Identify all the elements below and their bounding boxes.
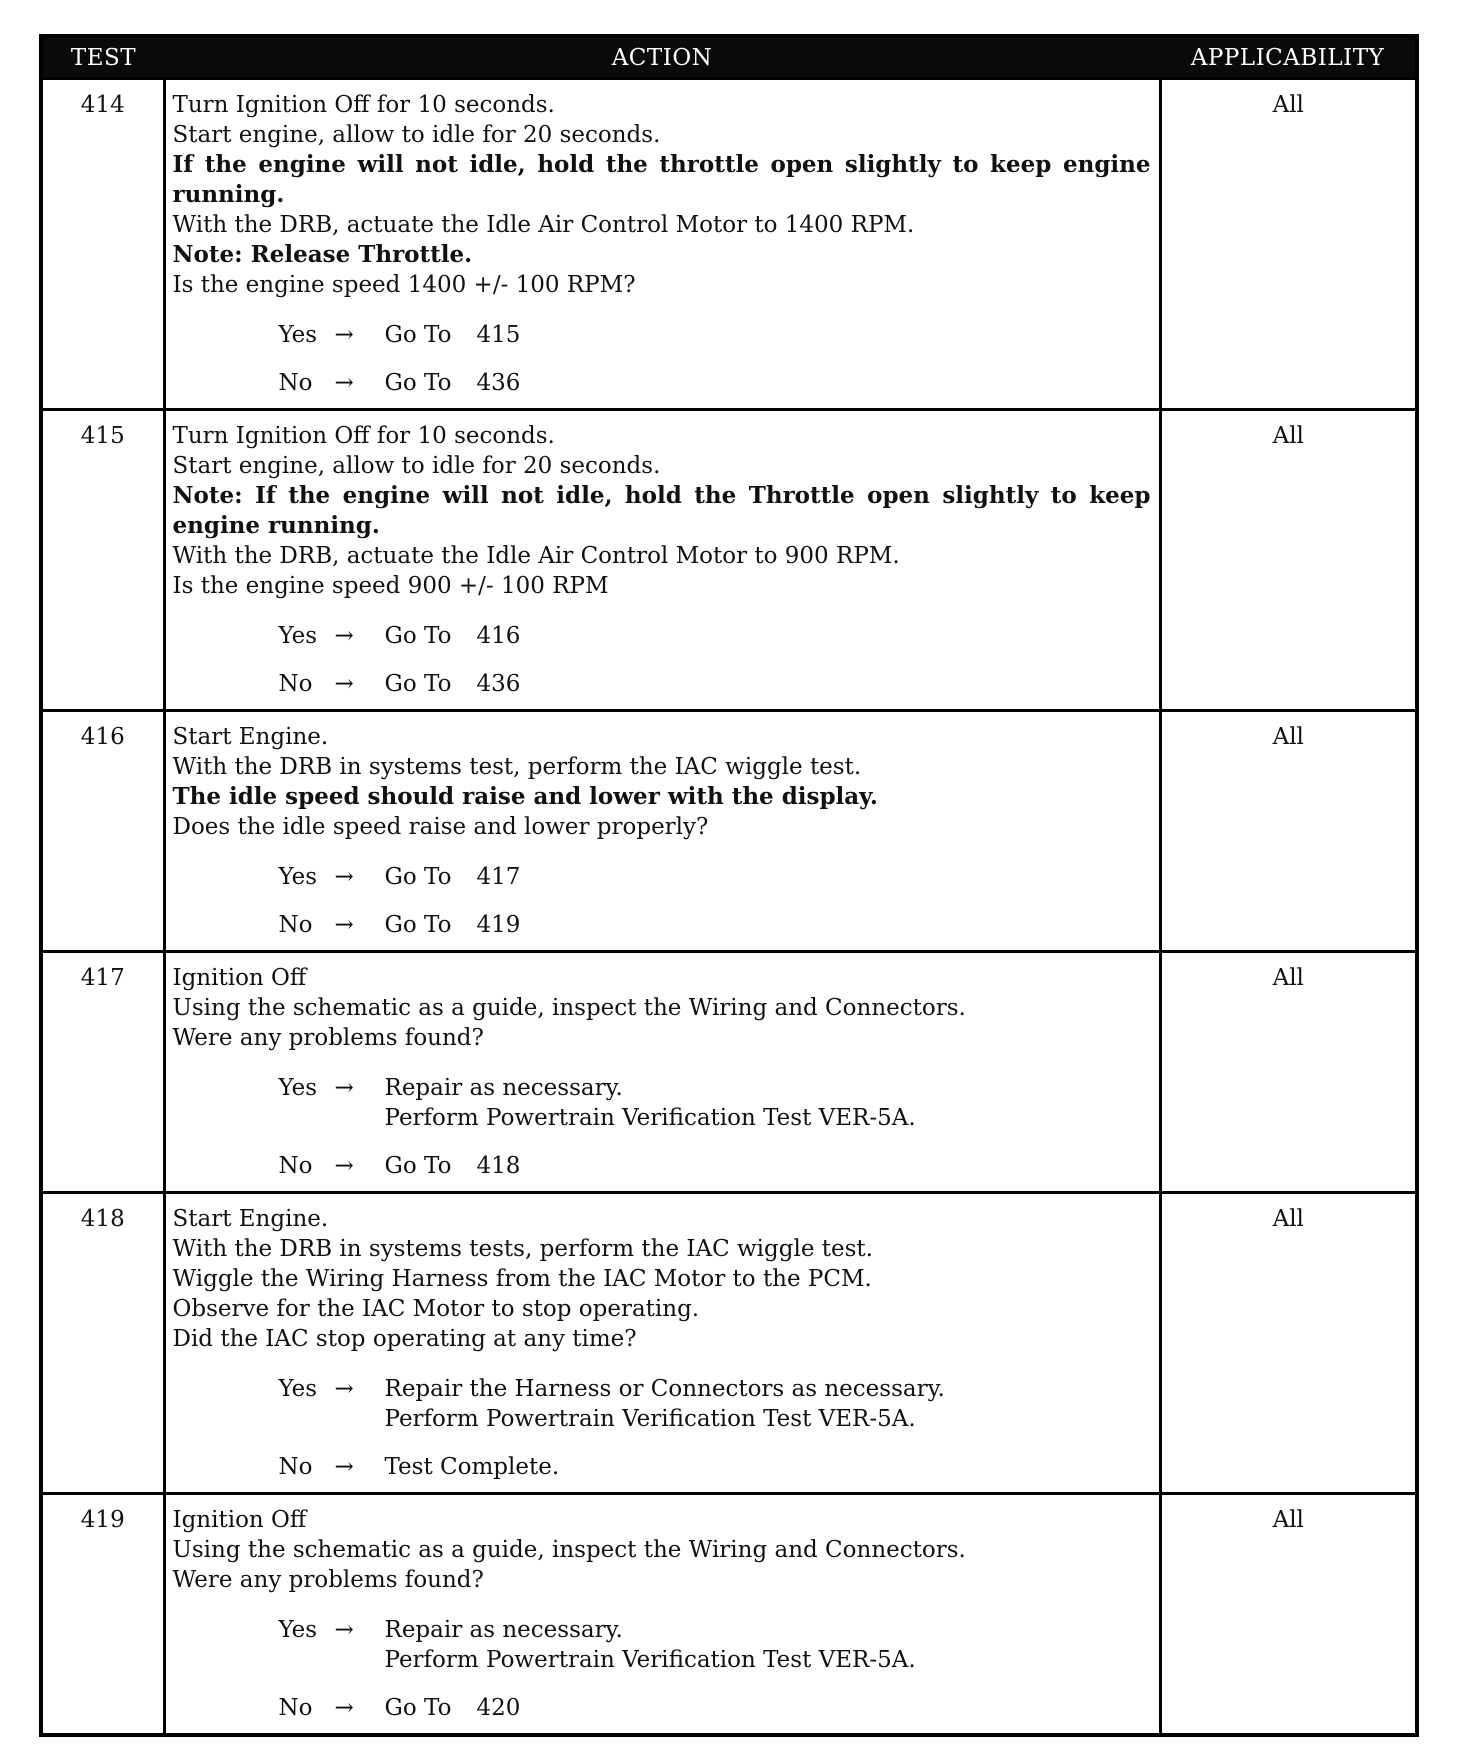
- action-cell: [164, 1494, 1160, 1734]
- action-line: Start Engine.: [172, 724, 329, 750]
- action-line: If the engine will not idle, hold the throttle open slightly to keep engine running.: [172, 151, 1151, 208]
- goto-label: Go To: [384, 912, 452, 938]
- applicability: All: [1160, 79, 1415, 410]
- action-line: With the DRB, actuate the Idle Air Control Motor to 1400 RPM.: [172, 212, 915, 238]
- no-label: No: [278, 1695, 313, 1721]
- action-line: The idle speed should raise and lower with the display.: [172, 783, 878, 810]
- no-branch: [173, 1452, 1151, 1482]
- outcome-text: Perform Powertrain Verification Test VER-5A.: [384, 1647, 916, 1673]
- no-outcome: [385, 1151, 521, 1181]
- outcome-text: Repair as necessary.: [384, 1617, 623, 1643]
- action-line: Wiggle the Wiring Harness from the IAC Motor to the PCM.: [172, 1266, 872, 1292]
- no-branch: [173, 1151, 1151, 1181]
- action-line: Is the engine speed 1400 +/- 100 RPM?: [172, 272, 636, 298]
- outcome-text: Repair as necessary.: [384, 1075, 623, 1101]
- action-line: Turn Ignition Off for 10 seconds.: [172, 423, 555, 449]
- goto-label: Go To: [384, 864, 452, 890]
- goto-target: 420: [476, 1695, 521, 1721]
- no-outcome: [385, 368, 521, 398]
- test-row: [43, 1494, 1415, 1734]
- action-cell: [164, 952, 1160, 1193]
- test-number: 416: [43, 711, 164, 952]
- right-arrow-icon: →: [334, 1376, 354, 1402]
- action-line: With the DRB, actuate the Idle Air Control Motor to 900 RPM.: [172, 543, 900, 569]
- test-row: [43, 1193, 1415, 1494]
- applicability: All: [1160, 711, 1415, 952]
- test-row: [43, 410, 1415, 711]
- applicability: All: [1160, 952, 1415, 1193]
- test-row: [43, 711, 1415, 952]
- yes-branch: [173, 621, 1151, 651]
- goto-label: Go To: [384, 1153, 452, 1179]
- goto-label: Go To: [384, 322, 452, 348]
- goto-label: Go To: [384, 370, 452, 396]
- applicability: All: [1160, 410, 1415, 711]
- yes-label: Yes: [278, 1376, 318, 1402]
- applicability: All: [1160, 1494, 1415, 1734]
- action-line: Start Engine.: [172, 1206, 329, 1232]
- goto-target: 436: [476, 370, 521, 396]
- action-line: Were any problems found?: [172, 1025, 484, 1051]
- action-line: Ignition Off: [172, 1507, 307, 1533]
- right-arrow-icon: →: [334, 370, 354, 396]
- test-row: [43, 79, 1415, 410]
- no-label: No: [278, 671, 313, 697]
- goto-target: 419: [476, 912, 521, 938]
- goto-target: 417: [476, 864, 521, 890]
- yes-outcome: [385, 862, 521, 892]
- action-line: Is the engine speed 900 +/- 100 RPM: [172, 573, 609, 599]
- yes-label: Yes: [278, 864, 318, 890]
- no-branch: [173, 669, 1151, 699]
- right-arrow-icon: →: [334, 322, 354, 348]
- no-outcome: [385, 1452, 560, 1482]
- yes-branch: [173, 1615, 1151, 1675]
- right-arrow-icon: →: [334, 1454, 354, 1480]
- header-test: TEST: [43, 38, 164, 79]
- right-arrow-icon: →: [334, 623, 354, 649]
- no-label: No: [278, 1454, 313, 1480]
- header-applicability: APPLICABILITY: [1160, 38, 1415, 79]
- action-line: Start engine, allow to idle for 20 seconds.: [172, 453, 661, 479]
- action-line: Start engine, allow to idle for 20 seconds.: [172, 122, 661, 148]
- outcome-text: Perform Powertrain Verification Test VER-5A.: [384, 1406, 916, 1432]
- test-number: 415: [43, 410, 164, 711]
- no-outcome: [385, 669, 521, 699]
- action-line: With the DRB in systems test, perform the IAC wiggle test.: [172, 754, 862, 780]
- test-number: 417: [43, 952, 164, 1193]
- yes-label: Yes: [278, 322, 318, 348]
- test-row: [43, 952, 1415, 1193]
- test-number: 418: [43, 1193, 164, 1494]
- action-line: Turn Ignition Off for 10 seconds.: [172, 92, 555, 118]
- action-line: Were any problems found?: [172, 1567, 484, 1593]
- action-line: Does the idle speed raise and lower properly?: [172, 814, 709, 840]
- right-arrow-icon: →: [334, 671, 354, 697]
- action-line: With the DRB in systems tests, perform the IAC wiggle test.: [172, 1236, 873, 1262]
- yes-branch: [173, 1374, 1151, 1434]
- right-arrow-icon: →: [334, 1695, 354, 1721]
- action-line: Observe for the IAC Motor to stop operating.: [172, 1296, 700, 1322]
- yes-outcome: [385, 1073, 916, 1133]
- yes-outcome: [385, 320, 521, 350]
- right-arrow-icon: →: [334, 1075, 354, 1101]
- action-line: Ignition Off: [172, 965, 307, 991]
- yes-label: Yes: [278, 623, 318, 649]
- yes-label: Yes: [278, 1075, 318, 1101]
- no-label: No: [278, 1153, 313, 1179]
- right-arrow-icon: →: [334, 912, 354, 938]
- goto-target: 436: [476, 671, 521, 697]
- yes-branch: [173, 320, 1151, 350]
- yes-outcome: [385, 1615, 916, 1675]
- test-rows: [43, 79, 1415, 1734]
- applicability: All: [1160, 1193, 1415, 1494]
- action-line: Did the IAC stop operating at any time?: [172, 1326, 637, 1352]
- action-cell: [164, 79, 1160, 410]
- no-label: No: [278, 912, 313, 938]
- yes-branch: [173, 1073, 1151, 1133]
- no-branch: [173, 1693, 1151, 1723]
- goto-label: Go To: [384, 623, 452, 649]
- right-arrow-icon: →: [334, 1617, 354, 1643]
- header-row: [43, 38, 1415, 79]
- action-line: Using the schematic as a guide, inspect the Wiring and Connectors.: [172, 995, 966, 1021]
- test-number: 414: [43, 79, 164, 410]
- no-branch: [173, 368, 1151, 398]
- no-branch: [173, 910, 1151, 940]
- yes-branch: [173, 862, 1151, 892]
- action-line: Note: If the engine will not idle, hold the Throttle open slightly to keep engine running.: [172, 482, 1151, 539]
- goto-label: Go To: [384, 1695, 452, 1721]
- right-arrow-icon: →: [334, 864, 354, 890]
- diagnostic-test-table: [39, 34, 1419, 1737]
- goto-target: 418: [476, 1153, 521, 1179]
- no-label: No: [278, 370, 313, 396]
- no-outcome: [385, 910, 521, 940]
- action-cell: [164, 410, 1160, 711]
- yes-label: Yes: [278, 1617, 318, 1643]
- goto-target: 415: [476, 322, 521, 348]
- right-arrow-icon: →: [334, 1153, 354, 1179]
- action-cell: [164, 1193, 1160, 1494]
- outcome-text: Test Complete.: [384, 1454, 560, 1480]
- test-number: 419: [43, 1494, 164, 1734]
- goto-label: Go To: [384, 671, 452, 697]
- yes-outcome: [385, 621, 521, 651]
- action-line: Using the schematic as a guide, inspect the Wiring and Connectors.: [172, 1537, 966, 1563]
- goto-target: 416: [476, 623, 521, 649]
- yes-outcome: [385, 1374, 945, 1434]
- test-grid: [43, 38, 1415, 1733]
- header-action: ACTION: [164, 38, 1160, 79]
- outcome-text: Repair the Harness or Connectors as necessary.: [384, 1376, 945, 1402]
- outcome-text: Perform Powertrain Verification Test VER-5A.: [384, 1105, 916, 1131]
- no-outcome: [385, 1693, 521, 1723]
- action-cell: [164, 711, 1160, 952]
- action-line: Note: Release Throttle.: [172, 241, 473, 268]
